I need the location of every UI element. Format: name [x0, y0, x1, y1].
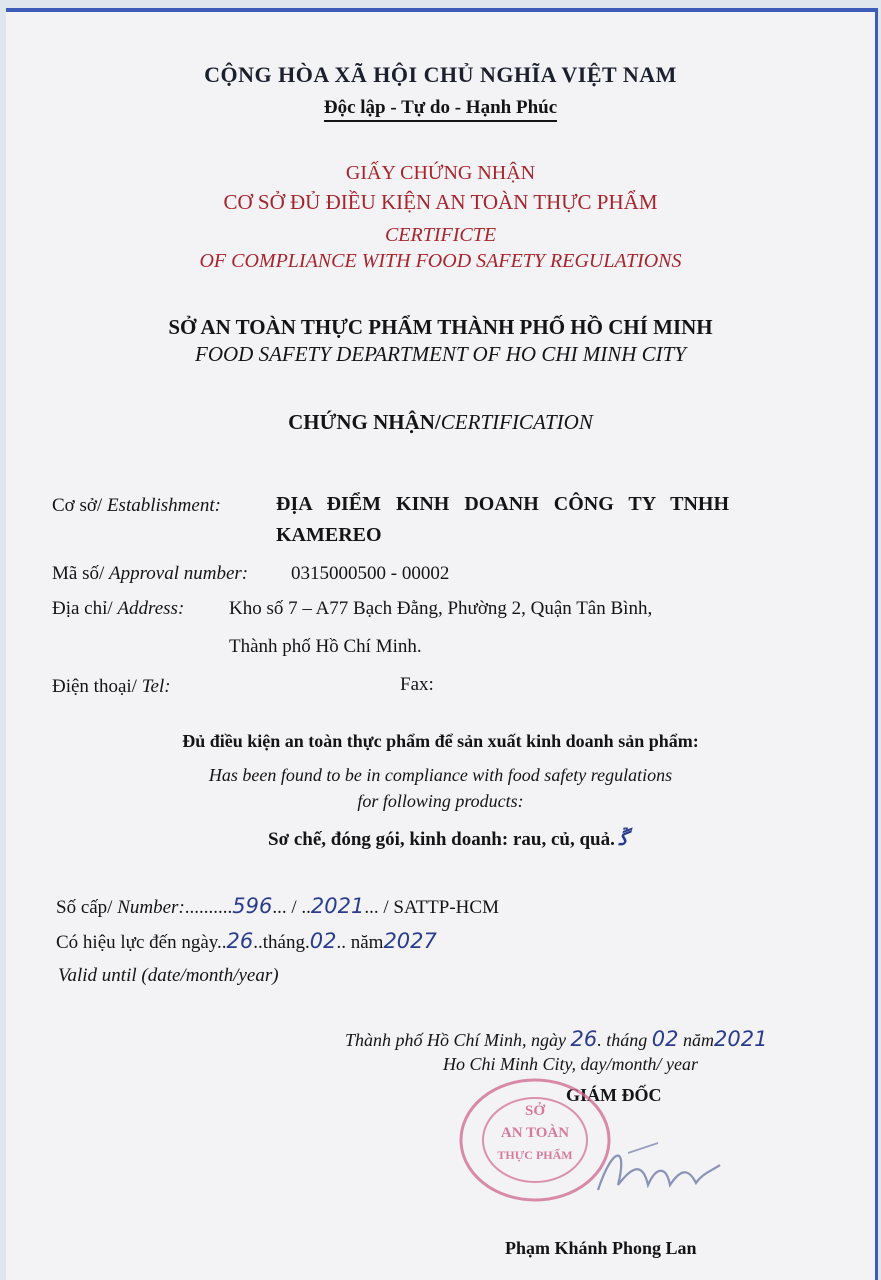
- certificate-title-vn-1: GIẤY CHỨNG NHẬN: [345, 162, 536, 184]
- establishment-value-1: ĐỊA ĐIỂM KINH DOANH CÔNG TY TNHH: [276, 493, 730, 515]
- establishment-value-2: KAMEREO: [276, 524, 382, 546]
- fax-label: Fax:: [400, 674, 434, 695]
- validity-en: Valid until (date/month/year): [58, 965, 279, 986]
- certificate-title-vn-2: CƠ SỞ ĐỦ ĐIỀU KIỆN AN TOÀN THỰC PHẨM: [223, 190, 658, 214]
- certificate-title-en-2: OF COMPLIANCE WITH FOOD SAFETY REGULATIONS: [199, 250, 682, 272]
- compliance-en-2: for following products:: [357, 791, 524, 811]
- approval-label: Mã số/ Approval number:: [52, 563, 249, 584]
- products: Sơ chế, đóng gói, kinh doanh: rau, củ, quả. ﮜ: [268, 828, 628, 850]
- issuer-en: FOOD SAFETY DEPARTMENT OF HO CHI MINH CITY: [195, 342, 686, 366]
- national-motto: Độc lập - Tự do - Hạnh Phúc: [0, 97, 881, 119]
- validity: Có hiệu lực đến ngày..26..tháng.02.. năm2027: [56, 929, 437, 953]
- initial-mark: ﮜ: [618, 828, 628, 850]
- compliance-en-1: Has been found to be in compliance with food safety regulations: [208, 765, 673, 785]
- stamp-line-2: AN TOÀN: [500, 1125, 570, 1141]
- country-name: CỘNG HÒA XÃ HỘI CHỦ NGHĨA VIỆT NAM: [204, 62, 677, 87]
- signer-name: Phạm Khánh Phong Lan: [505, 1238, 697, 1258]
- certificate-number: Số cấp/ Number:..........596... / ..2021... / SATTP-HCM: [56, 894, 499, 918]
- establishment-label: Cơ sở/ Establishment:: [52, 495, 221, 516]
- address-line-2: Thành phố Hồ Chí Minh.: [229, 636, 422, 657]
- certificate-title-en-1: CERTIFICTE: [384, 224, 497, 246]
- director-title: GIÁM ĐỐC: [566, 1085, 662, 1105]
- stamp-line-3: THỰC PHẨM: [497, 1148, 573, 1162]
- issuer-vn: SỞ AN TOÀN THỰC PHẨM THÀNH PHỐ HỒ CHÍ MINH: [168, 315, 713, 339]
- approval-number: 0315000500 - 00002: [291, 563, 450, 584]
- phone-label: Điện thoại/ Tel:: [52, 676, 171, 697]
- signing-date-en: Ho Chi Minh City, day/month/ year: [443, 1054, 698, 1074]
- compliance-vn: Đủ điều kiện an toàn thực phẩm để sản xuất kinh doanh sản phẩm:: [182, 731, 699, 751]
- stamp-line-1: SỞ: [524, 1103, 546, 1119]
- certification-heading: CHỨNG NHẬN/CERTIFICATION: [288, 410, 593, 434]
- address-label: Địa chỉ/ Address:: [52, 598, 185, 619]
- director-signature: [588, 1135, 728, 1205]
- signing-date-vn: Thành phố Hồ Chí Minh, ngày 26. tháng 02 năm2021: [345, 1027, 768, 1051]
- address-line-1: Kho số 7 – A77 Bạch Đằng, Phường 2, Quận Tân Bình,: [229, 598, 653, 619]
